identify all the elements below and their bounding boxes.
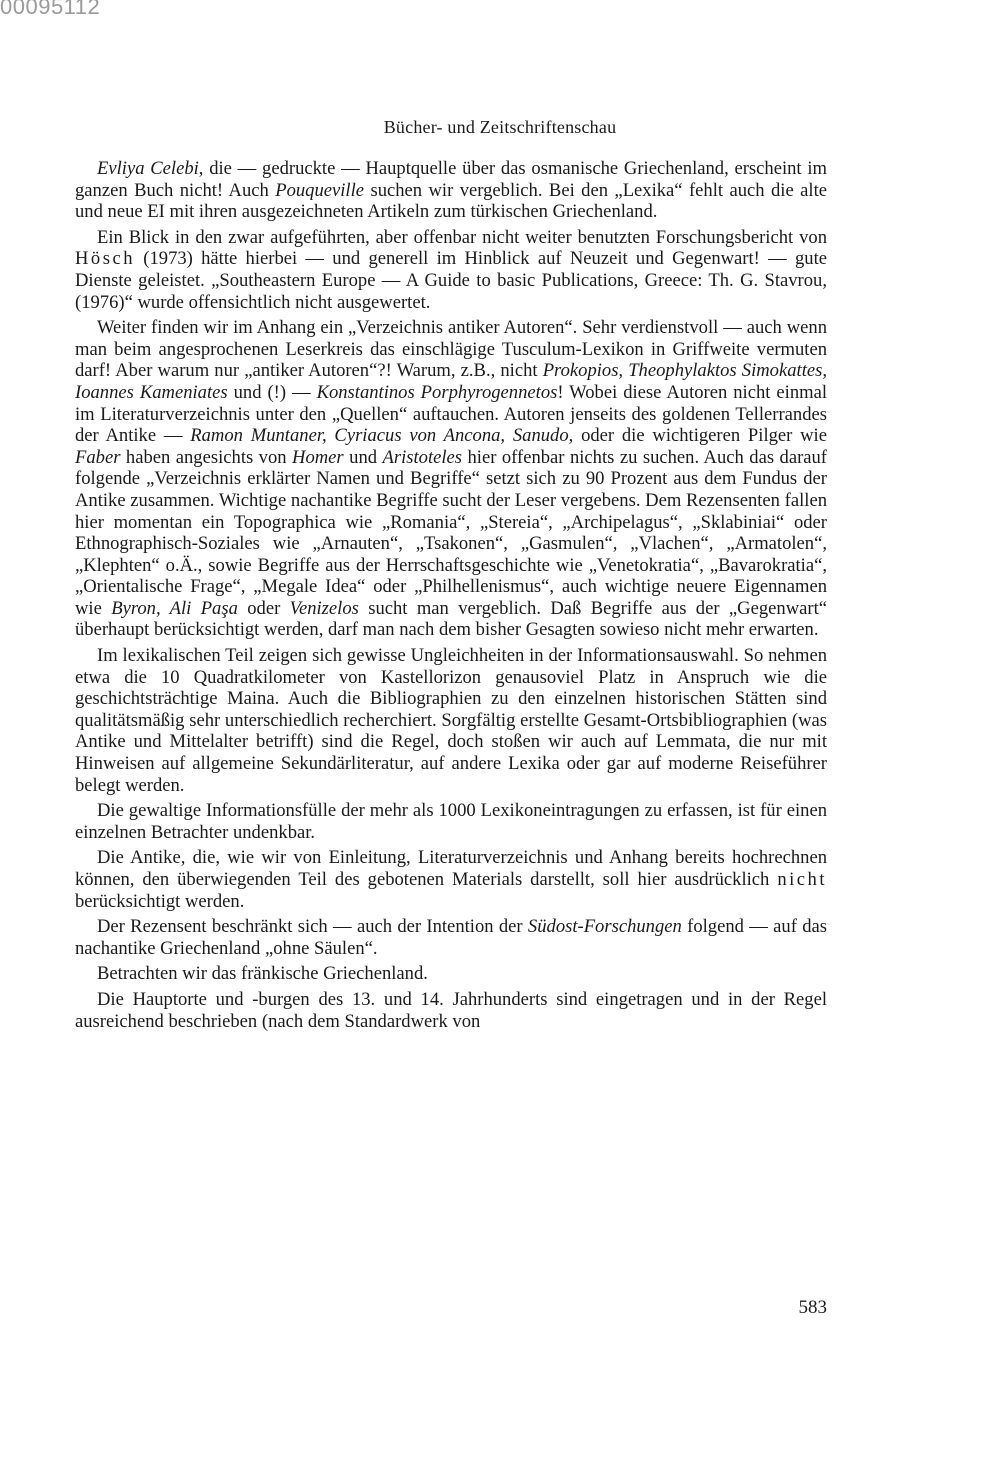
paragraph (75, 227, 827, 313)
paragraph (75, 916, 827, 959)
body-text (75, 158, 827, 1036)
spaced-text: Hösch (75, 248, 136, 270)
italic-text: Evliya Celebi (97, 158, 199, 179)
spaced-text: nicht (777, 869, 827, 890)
italic-text: Homer (292, 446, 344, 468)
text-segment: Der Rezensent beschränkt sich — auch der Intention der (97, 916, 528, 938)
text-segment: Im lexikalischen Teil zeigen sich gewisse Ungleichheiten in der Informationsauswahl. So nehmen etwa die 10 Quadratkilometer von Kastellorizon genausoviel Platz in Anspruch wie die geschichtsträchtige Maina. Auch die Bibliographien zu den einzelnen historischen Stätten sind qualitätsmäßig sehr unterschiedlich recherchiert. Sorgfältig erstellte Gesamt-Ortsbibliographien (was Antike und Mittelalter betrifft) sind die Regel, doch stoßen wir auch auf Lemmata, die nur mit Hinweisen auf allgemeine Sekundärliteratur, auf andere Lexika oder gar auf moderne Reiseführer belegt werden. (75, 645, 827, 796)
paragraph (75, 989, 827, 1032)
italic-text: Byron, Ali Paşa (111, 597, 238, 619)
text-segment: Weiter finden wir im Anhang ein „Verzeichnis antiker Autoren“. Sehr verdienstvoll — auch wenn man beim angesprochenen Leserkreis das einschlägige Tusculum-Lexikon in Griffweite vermuten darf! Aber warum nur „antiker Autoren“?! Warum, z.B., nicht (75, 317, 827, 382)
page-number: 583 (798, 1297, 827, 1318)
italic-text: Südost-Forschungen (527, 916, 682, 938)
italic-text: Aristoteles (382, 446, 463, 468)
paragraph (75, 800, 827, 843)
text-segment: Ein Blick in den zwar aufgeführten, aber offenbar nicht weiter benutzten Forschungsbericht von (97, 226, 827, 248)
text-segment: suchen wir vergeblich. Bei den „Lexika“ fehlt auch die alte und neue EI mit ihren ausgezeichneten Artikeln zum türkischen Griechenland. (75, 179, 827, 223)
text-segment: berücksichtigt werden. (75, 890, 245, 912)
text-segment: , oder die wichtigeren Pilger wie (568, 425, 827, 447)
text-segment: sucht man vergeblich. Daß Begriffe aus der „Gegenwart“ überhaupt berücksichtigt werden, darf man nach dem bisher Gesagten sowieso nicht mehr erwarten. (75, 597, 827, 641)
italic-text: Ramon Muntaner, Cyriacus von Ancona, Sanudo (190, 425, 569, 447)
paragraph (75, 847, 827, 912)
text-segment: oder (237, 597, 290, 619)
italic-text: Pouqueville (275, 179, 365, 201)
paragraph (75, 963, 827, 985)
italic-text: Prokopios, Theophylaktos Simokattes, Ioannes Kameniates (75, 360, 827, 403)
text-segment: folgend — auf das nachantike Griechenland „ohne Säulen“. (75, 916, 828, 959)
paragraph (75, 158, 827, 223)
text-segment: , die — gedruckte — Hauptquelle über das osmanische Griechenland, erscheint im ganzen Buch nicht! Auch (75, 158, 827, 201)
text-segment: Betrachten wir das fränkische Griechenland. (97, 963, 428, 985)
text-segment: Die gewaltige Informationsfülle der mehr als 1000 Lexikoneintragungen zu erfassen, ist für einen einzelnen Betrachter undenkbar. (75, 800, 827, 843)
text-segment: und (!) — (227, 381, 317, 403)
text-segment: hier offenbar nichts zu suchen. Auch das darauf folgende „Verzeichnis erklärter Namen und Begriffe“ setzt sich zu 90 Prozent aus dem Fundus der Antike zusammen. Wichtige nachantike Begriffe sucht der Leser vergebens. Dem Rezensenten fallen hier momentan ein Topographica wie „Romania“, „Stereia“, „Archipelagus“, „Sklabiniai“ oder Ethnographisch-Soziales wie „Arnauten“, „Tsakonen“, „Gasmulen“, „Vlachen“, „Armatolen“, „Klephten“ o.Ä., sowie Begriffe aus der Herrschaftsgeschichte wie „Venetokratia“, „Bavarokratia“, „Orientalische Frage“, „Megale Idea“ oder „Philhellenismus“, auch wichtige neuere Eigennamen wie (75, 446, 828, 619)
text-segment: Die Hauptorte und -burgen des 13. und 14. Jahrhunderts sind eingetragen und in der Regel ausreichend beschrieben (nach dem Standardwerk von (75, 988, 827, 1032)
scan-id: 00095112 (0, 0, 101, 19)
paragraph (75, 645, 827, 796)
italic-text: Konstantinos Porphyrogennetos (316, 381, 558, 403)
running-head: Bücher- und Zeitschriftenschau (383, 117, 617, 137)
italic-text: Venizelos (289, 597, 359, 619)
text-segment: und (343, 446, 383, 468)
text-segment: Die Antike, die, wie wir von Einleitung, Literaturverzeichnis und Anhang bereits hochrechnen können, den überwiegenden Teil des gebotenen Materials darstellt, soll hier ausdrücklich (75, 847, 827, 890)
text-segment: ! Wobei diese Autoren nicht einmal im Literaturverzeichnis unter den „Quellen“ auftauchen. Autoren jenseits des goldenen Tellerrandes der Antike — (75, 381, 827, 447)
paragraph (75, 317, 827, 641)
italic-text: Faber (75, 446, 121, 468)
text-segment: (1973) hätte hierbei — und generell im Hinblick auf Neuzeit und Gegenwart! — gute Dienste geleistet. „Southeastern Europe — A Guide to basic Publications, Greece: Th. G. Stavrou, (1976)“ wurde offensichtlich nicht ausgewertet. (75, 248, 827, 313)
text-segment: haben angesichts von (120, 446, 293, 468)
